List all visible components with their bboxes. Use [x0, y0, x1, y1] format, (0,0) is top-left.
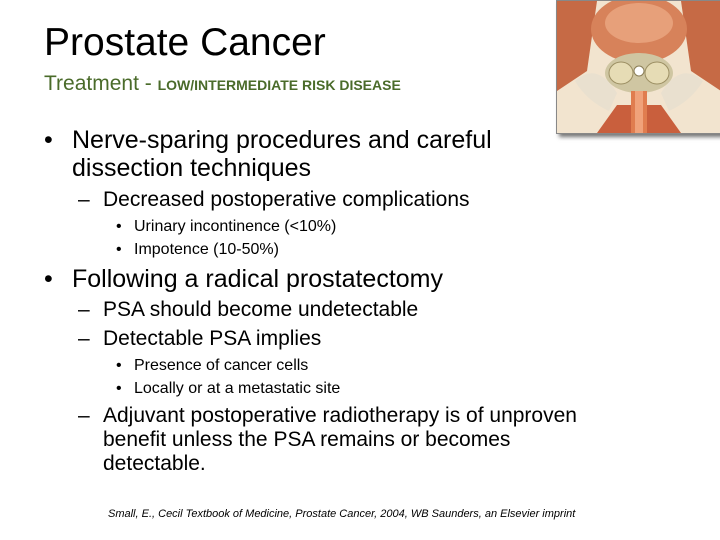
sub-bullet-adjuvant-line3: detectable.	[103, 452, 206, 475]
sub-bullet-dash: –	[78, 298, 90, 321]
sub-bullet-dash: –	[78, 404, 90, 427]
subsub-bullet-metastatic-site: Locally or at a metastatic site	[134, 380, 341, 397]
sub-bullet-dash: –	[78, 188, 90, 211]
prostate-anatomy-drawing	[557, 1, 720, 133]
subtitle-treatment: Treatment -	[44, 72, 158, 95]
slide-title: Prostate Cancer	[44, 21, 326, 64]
sub-bullet-decreased-complications: Decreased postoperative complications	[103, 188, 470, 211]
subsub-bullet-dot: •	[116, 218, 122, 235]
bullet-nerve-sparing-line1: Nerve-sparing procedures and careful	[72, 126, 492, 154]
slide-subtitle	[44, 72, 401, 96]
citation: Small, E., Cecil Textbook of Medicine, Prostate Cancer, 2004, WB Saunders, an Elsevier imprint	[108, 508, 576, 520]
subsub-bullet-incontinence: Urinary incontinence (<10%)	[134, 218, 337, 235]
subsub-bullet-cancer-cells: Presence of cancer cells	[134, 357, 309, 374]
subsub-bullet-dot: •	[116, 380, 122, 397]
subtitle-risk: LOW/INTERMEDIATE RISK DISEASE	[157, 77, 401, 93]
bullet-radical-prostatectomy: Following a radical prostatectomy	[72, 265, 443, 293]
subsub-bullet-dot: •	[116, 357, 122, 374]
subsub-bullet-dot: •	[116, 241, 122, 258]
bullet-nerve-sparing-line2: dissection techniques	[72, 154, 312, 182]
bullet-dot: •	[44, 265, 53, 293]
sub-bullet-psa-undetectable: PSA should become undetectable	[103, 298, 419, 321]
subsub-bullet-impotence: Impotence (10-50%)	[134, 241, 279, 258]
prostate-anatomy-illustration	[556, 0, 720, 134]
sub-bullet-dash: –	[78, 327, 90, 350]
bullet-dot: •	[44, 126, 53, 154]
sub-bullet-adjuvant-line1: Adjuvant postoperative radiotherapy is of unproven	[103, 404, 577, 427]
sub-bullet-adjuvant-line2: benefit unless the PSA remains or becomes	[103, 428, 511, 451]
sub-bullet-detectable-psa: Detectable PSA implies	[103, 327, 322, 350]
